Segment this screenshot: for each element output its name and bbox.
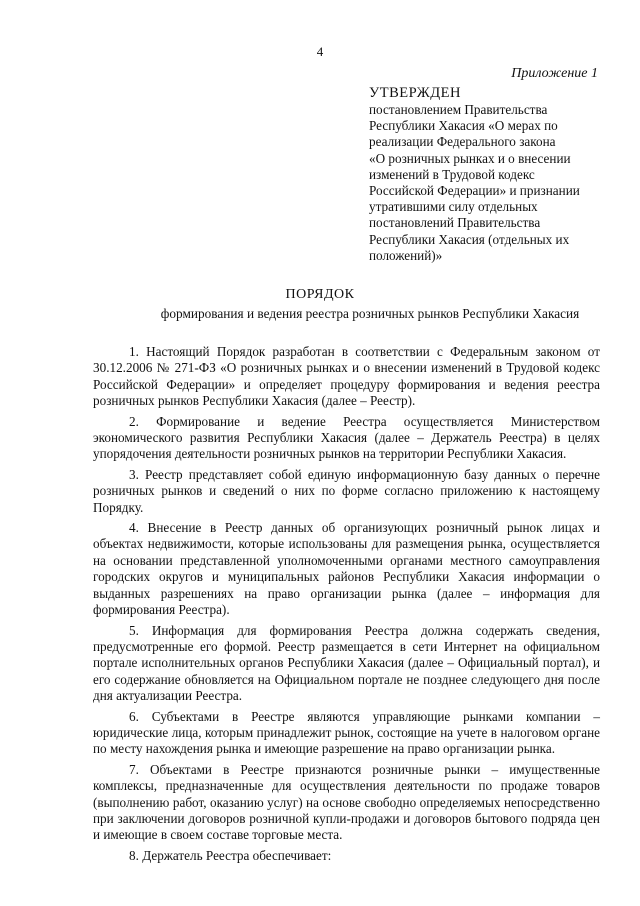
- approval-line: Республики Хакасия (отдельных их: [369, 231, 570, 247]
- paragraph-2: 2. Формирование и ведение Реестра осуществляется Министерством экономического развития Республики Хакасия (далее – Держатель Реестра) в целях упорядочения деятельности розничных рынков на территории Республики Хакасия.: [93, 413, 600, 462]
- page-number: 4: [316, 44, 324, 59]
- approval-line: реализации Федерального закона: [369, 134, 556, 150]
- approval-line: «О розничных рынках и о внесении: [369, 150, 571, 166]
- appendix-label: Приложение 1: [511, 66, 598, 81]
- paragraph-8: 8. Держатель Реестра обеспечивает:: [129, 847, 332, 863]
- document-subtitle: формирования и ведения реестра розничных рынков Республики Хакасия: [160, 306, 580, 321]
- document-title: ПОРЯДОК: [285, 287, 355, 302]
- approval-line: положений)»: [369, 247, 443, 263]
- approval-line: Российской Федерации» и признании: [369, 183, 580, 199]
- approval-line: постановлением Правительства: [369, 102, 548, 117]
- approval-line: изменений в Трудовой кодекс: [369, 166, 535, 182]
- paragraph-7: 7. Объектами в Реестре признаются розничные рынки – имущественные комплексы, предназначенные для осуществления деятельности по продаже товаров (выполнению работ, оказанию услуг) на основе свободно определяемых непосредственно при заключении договоров розничной купли-продажи и договоров бытового подряда цен и имеющие в своем составе торговые места.: [93, 761, 600, 843]
- approved-heading: УТВЕРЖДЕН: [369, 85, 461, 101]
- approval-line: утратившими силу отдельных: [369, 199, 538, 215]
- approval-line: постановлений Правительства: [369, 215, 541, 231]
- paragraph-5: 5. Информация для формирования Реестра должна содержать сведения, предусмотренные его формой. Реестр размещается в сети Интернет на официальном портале исполнительных органов Республики Хакасия (далее – Официальный портал), и его содержание обновляется на Официальном портале не позднее следующего дня после дня актуализации Реестра.: [93, 622, 600, 704]
- paragraph-4: 4. Внесение в Реестр данных об организующих розничный рынок лицах и объектах недвижимости, которые использованы для размещения рынка, осуществляется на основании представленной уполномоченными органами местного самоуправления городских округов и муниципальных районов Республики Хакасия информации о выданных разрешениях на право организации рынка (далее – информация для формирования Реестра).: [93, 520, 600, 618]
- paragraph-3: 3. Реестр представляет собой единую информационную базу данных о перечне розничных рынков и сведений о них по форме согласно приложению к настоящему Порядку.: [93, 466, 600, 515]
- paragraph-1: 1. Настоящий Порядок разработан в соответствии с Федеральным законом от 30.12.2006 № 271-ФЗ «О розничных рынках и о внесении изменений в Трудовой кодекс Российской Федерации» и определяет процедуру формирования и ведения реестра розничных рынков Республики Хакасия (далее – Реестр).: [93, 344, 600, 409]
- paragraph-6: 6. Субъектами в Реестре являются управляющие рынками компании – юридические лица, которым принадлежит рынок, состоящие на учете в налоговом органе по месту нахождения рынка и имеющие разрешение на право организации рынка.: [93, 708, 600, 757]
- document-body: [93, 344, 600, 868]
- approval-block: [369, 84, 609, 264]
- approval-line: Республики Хакасия «О мерах по: [369, 118, 558, 134]
